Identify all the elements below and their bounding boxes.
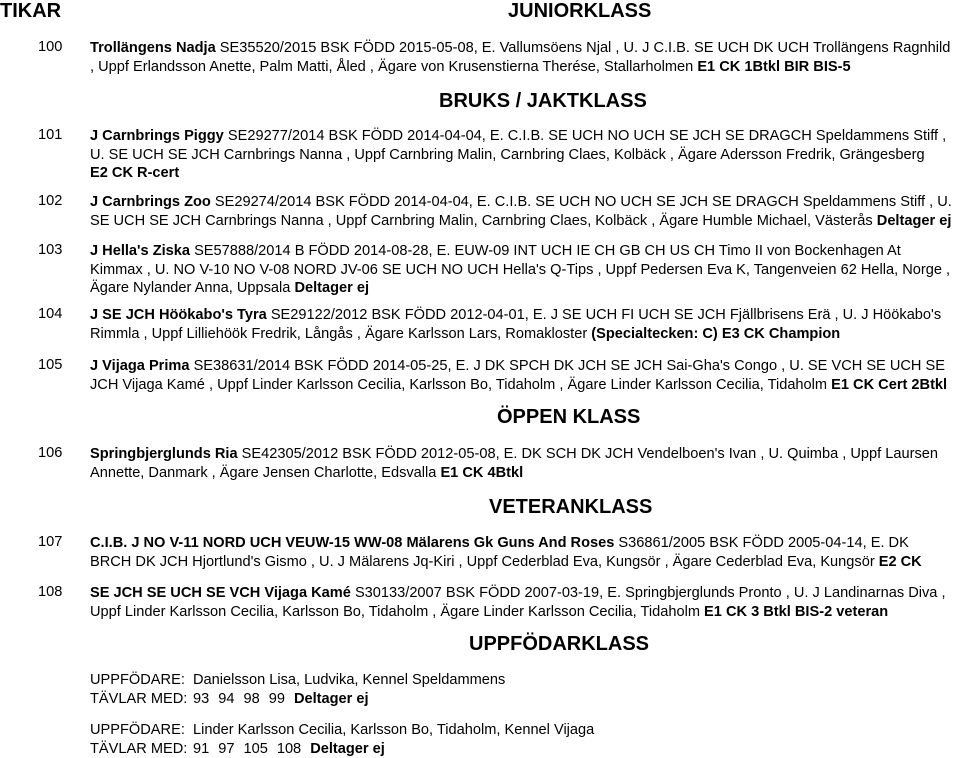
entry-number: 103 <box>38 242 63 258</box>
entry-107 <box>90 534 952 571</box>
entry-result: (Specialtecken: C) E3 CK Champion <box>591 325 841 342</box>
entry-100 <box>90 39 952 76</box>
catalog-number: 93 <box>193 690 210 707</box>
entry-result: Deltager ej <box>294 280 370 297</box>
entry-108 <box>90 584 952 621</box>
entry-result: E1 CK 4Btkl <box>440 464 524 481</box>
entry-number: 104 <box>38 306 63 322</box>
catalog-number: 105 <box>243 740 268 757</box>
uppfodare-label: UPPFÖDARE: <box>90 722 185 738</box>
dog-name: C.I.B. J NO V-11 NORD UCH VEUW-15 WW-08 Mälarens Gk Guns And Roses <box>90 535 615 551</box>
tavlar-label: TÄVLAR MED: <box>90 690 188 707</box>
class-heading-bruks: BRUKS / JAKTKLASS <box>439 90 647 112</box>
dog-name: J SE JCH Höökabo's Tyra <box>90 307 267 323</box>
entry-101 <box>90 127 952 183</box>
entry-106 <box>90 445 952 482</box>
entry-104 <box>90 306 952 343</box>
entry-result: E2 CK R-cert <box>90 165 180 182</box>
entry-result: E2 CK <box>878 553 922 570</box>
entry-details: S30133/2007 BSK FÖDD 2007-03-19, E. Springbjerglunds Pronto , U. J Landinarnas Diva , Uppf Linder Karlsson Cecilia, Karlsson Bo, Tidaholm , Ägare Linder Karlsson Cecilia, Tidaholm <box>90 585 946 620</box>
dog-name: J Hella's Ziska <box>90 243 191 259</box>
catalog-number: 97 <box>218 740 235 757</box>
breeder-group <box>90 671 505 708</box>
tavlar-row <box>90 740 594 758</box>
entry-number: 100 <box>38 39 63 55</box>
breeder-result: Deltager ej <box>310 740 385 757</box>
catalog-number: 99 <box>268 690 285 707</box>
entry-105 <box>90 357 952 394</box>
catalog-number: 91 <box>193 740 210 757</box>
entry-102 <box>90 193 952 230</box>
entry-result: E1 CK 3 Btkl BIS-2 veteran <box>704 603 889 620</box>
breeder-row <box>90 671 505 690</box>
catalog-number: 108 <box>276 740 302 757</box>
class-heading-veteran: VETERANKLASS <box>489 496 653 518</box>
dog-name: Trollängens Nadja <box>90 40 216 56</box>
entry-number: 105 <box>38 357 63 373</box>
entry-result: E1 CK 1Btkl BIR BIS-5 <box>697 58 851 75</box>
catalog-number: 94 <box>218 690 235 707</box>
entry-result: E1 CK Cert 2Btkl <box>831 376 948 393</box>
dog-name: J Vijaga Prima <box>90 358 190 374</box>
entry-103 <box>90 242 952 298</box>
entry-number: 102 <box>38 193 63 209</box>
entry-result: Deltager ej <box>876 212 952 229</box>
dog-name: J Carnbrings Zoo <box>90 194 211 210</box>
breeder-group <box>90 721 594 758</box>
entry-details: SE38631/2014 BSK FÖDD 2014-05-25, E. J DK SPCH DK JCH SE JCH Sai-Gha's Congo , U. SE VCH SE UCH SE JCH Vijaga Kamé , Uppf Linder Karlsson Cecilia, Karlsson Bo, Tidaholm , Ägare Linder Karlsson Cecilia, Tidaholm <box>90 358 945 393</box>
dog-name: J Carnbrings Piggy <box>90 128 224 144</box>
entry-details: S36861/2005 BSK FÖDD 2005-04-14, E. DK BRCH DK JCH Hjortlund's Gismo , U. J Mälarens Jq-Kiri , Uppf Cederblad Eva, Kungsör , Ägare Cederblad Eva, Kungsör <box>90 535 909 570</box>
tavlar-row <box>90 690 505 709</box>
uppfodare-value: Linder Karlsson Cecilia, Karlsson Bo, Tidaholm, Kennel Vijaga <box>193 722 595 738</box>
entry-number: 101 <box>38 127 63 143</box>
uppfodare-value: Danielsson Lisa, Ludvika, Kennel Speldammens <box>193 672 506 688</box>
entry-number: 106 <box>38 445 63 461</box>
entry-details: SE29122/2012 BSK FÖDD 2012-04-01, E. J SE UCH FI UCH SE JCH Fjällbrisens Erä , U. J Höökabo's Rimmla , Uppf Lilliehöök Fredrik, Långås , Ägare Karlsson Lars, Romakloster <box>90 307 942 342</box>
entry-details: SE42305/2012 BSK FÖDD 2012-05-08, E. DK SCH DK JCH Vendelboen's Ivan , U. Quimba , Uppf Laursen Annette, Danmark , Ägare Jensen Charlotte, Edsvalla <box>90 446 938 481</box>
entry-details: SE35520/2015 BSK FÖDD 2015-05-08, E. Vallumsöens Njal , U. J C.I.B. SE UCH DK UCH Trollängens Ragnhild , Uppf Erlandsson Anette, Palm Matti, Åled , Ägare von Krusenstierna Therése, Stallarholmen <box>90 40 951 75</box>
uppfodare-label: UPPFÖDARE: <box>90 672 185 688</box>
catalog-number: 98 <box>243 690 260 707</box>
entry-number: 108 <box>38 584 63 600</box>
entry-details: SE57888/2014 B FÖDD 2014-08-28, E. EUW-09 INT UCH IE CH GB CH US CH Timo II von Bockenhagen At Kimmax , U. NO V-10 NO V-08 NORD JV-06 SE UCH NO UCH Hella's Q-Tips , Uppf Pedersen Eva K, Tangenveien 62 Hella, Norge , Ägare Nylander Anna, Uppsala <box>90 243 951 297</box>
entry-details: SE29274/2014 BSK FÖDD 2014-04-04, E. C.I.B. SE UCH NO UCH SE JCH SE DRAGCH Speldammens Stiff , U. SE UCH SE JCH Carnbrings Nanna , Uppf Carnbring Malin, Carnbring Claes, Kolbäck , Ägare Humble Michael, Västerås <box>90 194 952 229</box>
breed-title: TIKAR <box>0 0 62 22</box>
class-heading-oppen: ÖPPEN KLASS <box>497 406 641 428</box>
breeder-result: Deltager ej <box>293 690 369 707</box>
breeder-row <box>90 721 594 740</box>
entry-number: 107 <box>38 534 63 550</box>
class-heading-junior: JUNIORKLASS <box>508 0 652 22</box>
dog-name: SE JCH SE UCH SE VCH Vijaga Kamé <box>90 585 351 601</box>
tavlar-label: TÄVLAR MED: <box>90 740 188 757</box>
entry-details: SE29277/2014 BSK FÖDD 2014-04-04, E. C.I.B. SE UCH NO UCH SE JCH SE DRAGCH Speldammens Stiff , U. SE UCH SE JCH Carnbrings Nanna , Uppf Carnbring Malin, Carnbring Claes, Kolbäck , Ägare Adersson Fredrik, Grängesberg <box>90 128 947 163</box>
class-heading-uppfodar: UPPFÖDARKLASS <box>469 633 650 655</box>
dog-name: Springbjerglunds Ria <box>90 446 238 462</box>
